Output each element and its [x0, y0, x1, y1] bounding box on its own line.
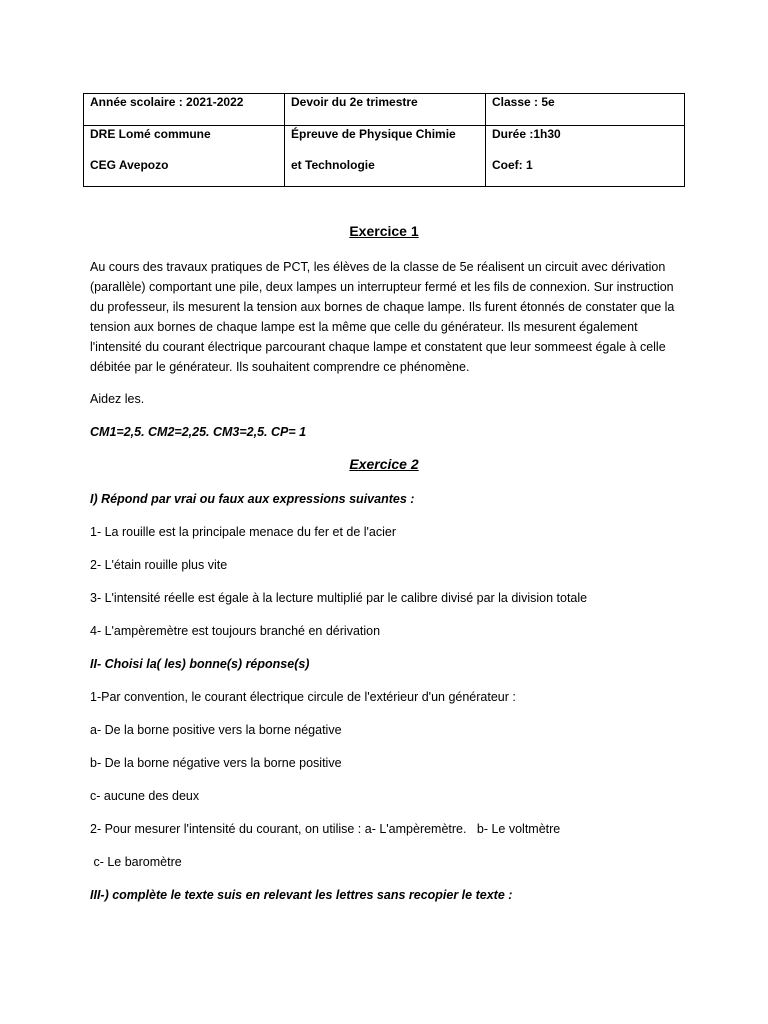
subject-line-2: et Technologie	[291, 158, 375, 172]
part-1-item: 1- La rouille est la principale menace du fer et de l'acier	[90, 525, 397, 539]
coefficient: Coef: 1	[492, 158, 533, 172]
question-1-option: c- aucune des deux	[90, 789, 200, 803]
question-2-option-c: c- Le baromètre	[90, 855, 182, 869]
exercise-1-paragraph: Au cours des travaux pratiques de PCT, les élèves de la classe de 5e réalisent un circuit avec dérivation (parallèle) comportant une pile, deux lampes un interrupteur fermé et les fils de connexion. Sur instruction du professeur, ils mesurent la tension aux bornes de chaque lampe. Ils furent étonnés de constater que la tension aux bornes de chaque lampe est la même que celle du générateur. Ils mesurent également l'intensité du courant électrique parcourant chaque lampe et constatent que leur sommeest égale à celle débitée par le générateur. Ils souhaitent comprendre ce phénomène.	[90, 260, 675, 374]
duration: Durée :1h30	[492, 127, 561, 141]
question-1: 1-Par convention, le courant électrique circule de l'extérieur d'un générateur :	[90, 690, 516, 704]
subject-cell	[285, 126, 486, 187]
question-1-option: b- De la borne négative vers la borne positive	[90, 756, 342, 770]
duration-cell	[486, 126, 685, 187]
class-cell	[486, 94, 685, 126]
class-level: Classe : 5e	[492, 95, 555, 109]
dre-name: DRE Lomé commune	[90, 127, 211, 141]
school-year-cell	[84, 94, 285, 126]
part-1-item: 3- L'intensité réelle est égale à la lecture multiplié par le calibre divisé par la division totale	[90, 591, 588, 605]
exam-cell	[285, 94, 486, 126]
question-1-option: a- De la borne positive vers la borne négative	[90, 723, 342, 737]
institution-cell	[84, 126, 285, 187]
part-1-item: 2- L'étain rouille plus vite	[90, 558, 228, 572]
header-table	[83, 93, 685, 187]
exercise-2-title: Exercice 2	[349, 456, 419, 472]
exercise-1-help: Aidez les.	[90, 392, 145, 406]
exam-name: Devoir du 2e trimestre	[291, 95, 418, 109]
part-1-item: 4- L'ampèremètre est toujours branché en dérivation	[90, 624, 381, 638]
subject-line-1: Épreuve de Physique Chimie	[291, 127, 456, 141]
part-3-heading: III-) complète le texte suis en relevant les lettres sans recopier le texte :	[90, 888, 513, 902]
part-2-heading: II- Choisi la( les) bonne(s) réponse(s)	[90, 657, 310, 671]
school-name: CEG Avepozo	[90, 158, 169, 172]
part-1-heading: I) Répond par vrai ou faux aux expressions suivantes :	[90, 492, 415, 506]
school-year: Année scolaire : 2021-2022	[90, 95, 244, 109]
question-2: 2- Pour mesurer l'intensité du courant, on utilise : a- L'ampèremètre. b- Le voltmètre	[90, 822, 561, 836]
exercise-1-title: Exercice 1	[349, 223, 419, 239]
exercise-1-grading: CM1=2,5. CM2=2,25. CM3=2,5. CP= 1	[90, 425, 307, 439]
